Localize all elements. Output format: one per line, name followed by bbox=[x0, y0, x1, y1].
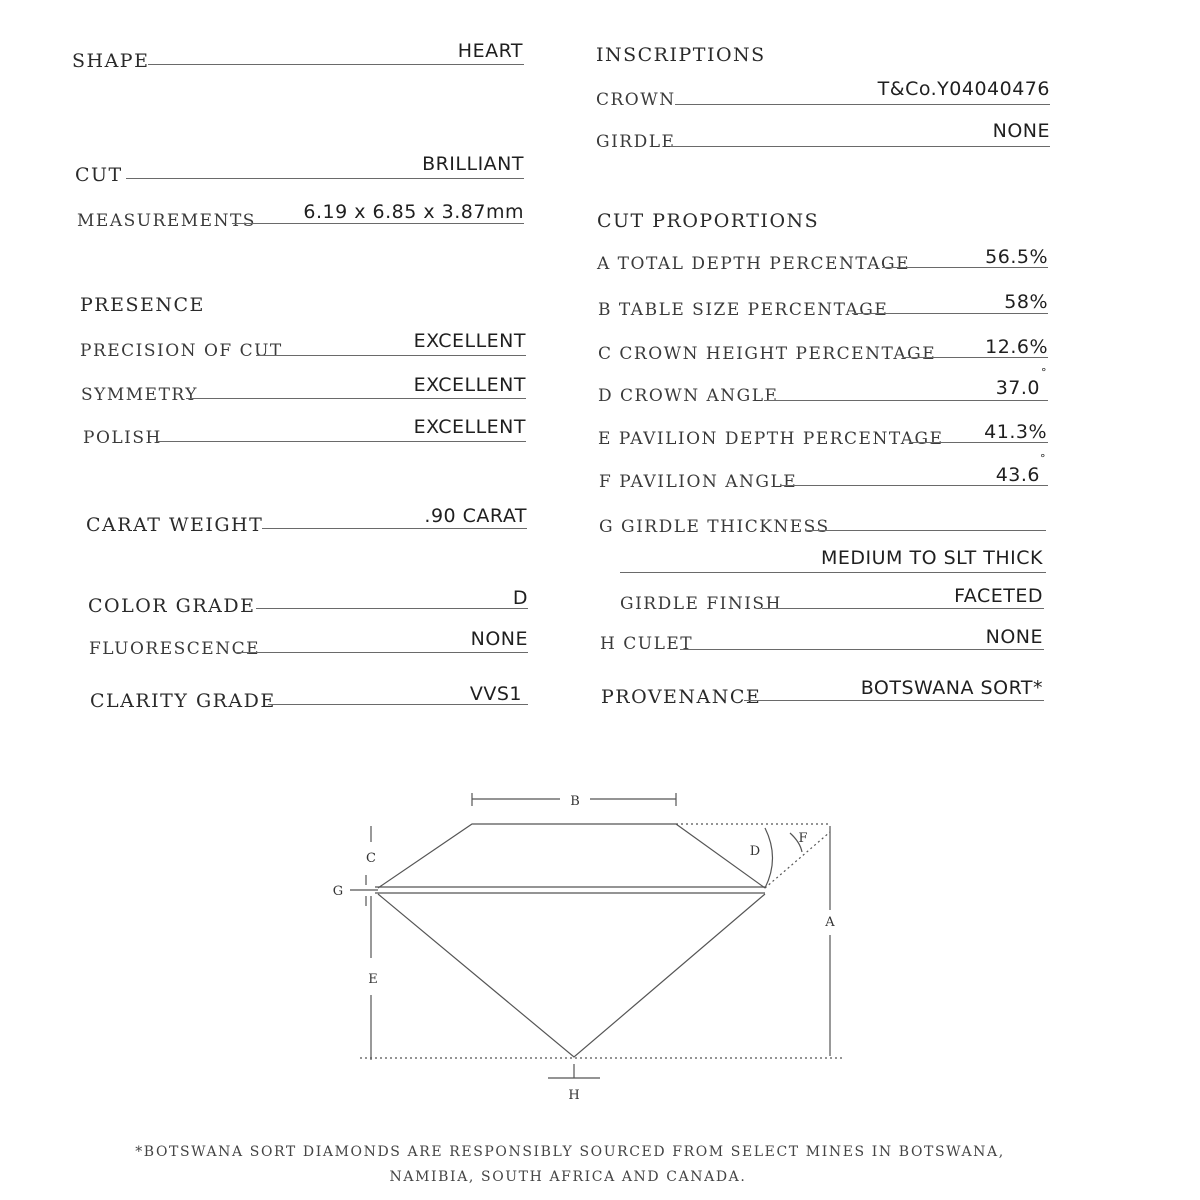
shape-label: SHAPE bbox=[72, 50, 150, 72]
color-value: D bbox=[512, 587, 528, 609]
crown-label: CROWN bbox=[596, 90, 676, 110]
measurements-label: MEASUREMENTS bbox=[77, 211, 256, 231]
diagram-label-e: E bbox=[368, 972, 378, 987]
culet-value: NONE bbox=[985, 626, 1043, 648]
color-label: COLOR GRADE bbox=[88, 595, 256, 617]
symmetry-label: SYMMETRY bbox=[81, 385, 198, 405]
crown-height-label: C CROWN HEIGHT PERCENTAGE bbox=[598, 344, 937, 364]
pavilion-depth-label: E PAVILION DEPTH PERCENTAGE bbox=[598, 429, 944, 449]
table-size-label: B TABLE SIZE PERCENTAGE bbox=[598, 300, 889, 320]
pavilion-depth-value: 41.3% bbox=[984, 421, 1047, 443]
diagram-label-d: D bbox=[749, 844, 761, 859]
total-depth-label: A TOTAL DEPTH PERCENTAGE bbox=[597, 254, 910, 274]
precision-value: EXCELLENT bbox=[413, 330, 526, 352]
pavilion-angle-degree: ° bbox=[1040, 452, 1046, 465]
crown-angle-degree: ° bbox=[1041, 366, 1047, 379]
pavilion-outline bbox=[378, 894, 765, 1057]
girdle-label: GIRDLE bbox=[596, 132, 676, 152]
fluorescence-label: FLUORESCENCE bbox=[89, 639, 260, 659]
clarity-label: CLARITY GRADE bbox=[90, 690, 276, 712]
shape-value: HEART bbox=[457, 40, 523, 62]
diagram-label-g: G bbox=[332, 884, 344, 899]
diagram-label-c: C bbox=[366, 851, 376, 866]
footnote-line-2: NAMIBIA, SOUTH AFRICA AND CANADA. bbox=[389, 1169, 747, 1185]
fluorescence-value: NONE bbox=[470, 628, 528, 650]
crown-angle-value: 37.0 bbox=[995, 377, 1040, 399]
crown-angle-arc bbox=[765, 828, 773, 888]
diagram-label-a: A bbox=[825, 915, 835, 930]
cut-value: BRILLIANT bbox=[422, 153, 524, 175]
girdle-thickness-label: G GIRDLE THICKNESS bbox=[599, 517, 830, 537]
table-size-value: 58% bbox=[1004, 291, 1048, 313]
cut-proportions-heading: CUT PROPORTIONS bbox=[597, 210, 820, 232]
polish-value: EXCELLENT bbox=[413, 416, 526, 438]
diagram-label-h: H bbox=[568, 1088, 580, 1103]
girdle-finish-value: FACETED bbox=[954, 585, 1043, 607]
presence-heading: PRESENCE bbox=[80, 294, 205, 316]
provenance-value: BOTSWANA SORT* bbox=[860, 677, 1043, 699]
crown-angle-label: D CROWN ANGLE bbox=[598, 386, 779, 406]
precision-label: PRECISION OF CUT bbox=[80, 341, 283, 361]
measurements-value: 6.19 x 6.85 x 3.87mm bbox=[303, 201, 524, 223]
total-depth-value: 56.5% bbox=[985, 246, 1048, 268]
clarity-value: VVS1 bbox=[469, 683, 522, 705]
crown-height-value: 12.6% bbox=[985, 336, 1048, 358]
girdle-thickness-value: MEDIUM TO SLT THICK bbox=[821, 547, 1043, 569]
carat-value: .90 CARAT bbox=[424, 505, 527, 527]
footnote-line-1: *BOTSWANA SORT DIAMONDS ARE RESPONSIBLY SOURCED FROM SELECT MINES IN BOTSWANA, bbox=[135, 1144, 1005, 1160]
diagram-label-b: B bbox=[570, 794, 580, 809]
culet-label: H CULET bbox=[600, 634, 694, 654]
polish-label: POLISH bbox=[83, 428, 162, 448]
provenance-label: PROVENANCE bbox=[601, 686, 762, 708]
symmetry-value: EXCELLENT bbox=[413, 374, 526, 396]
carat-label: CARAT WEIGHT bbox=[86, 514, 264, 536]
girdle-value: NONE bbox=[992, 120, 1050, 142]
girdle-finish-label: GIRDLE FINISH bbox=[620, 594, 782, 614]
inscriptions-heading: INSCRIPTIONS bbox=[596, 44, 766, 66]
diagram-label-f: F bbox=[798, 831, 808, 846]
cut-label: CUT bbox=[75, 164, 123, 186]
crown-outline bbox=[378, 824, 765, 888]
pavilion-angle-label: F PAVILION ANGLE bbox=[599, 472, 798, 492]
pavilion-angle-value: 43.6 bbox=[995, 464, 1040, 486]
crown-value: T&Co.Y04040476 bbox=[877, 78, 1050, 100]
